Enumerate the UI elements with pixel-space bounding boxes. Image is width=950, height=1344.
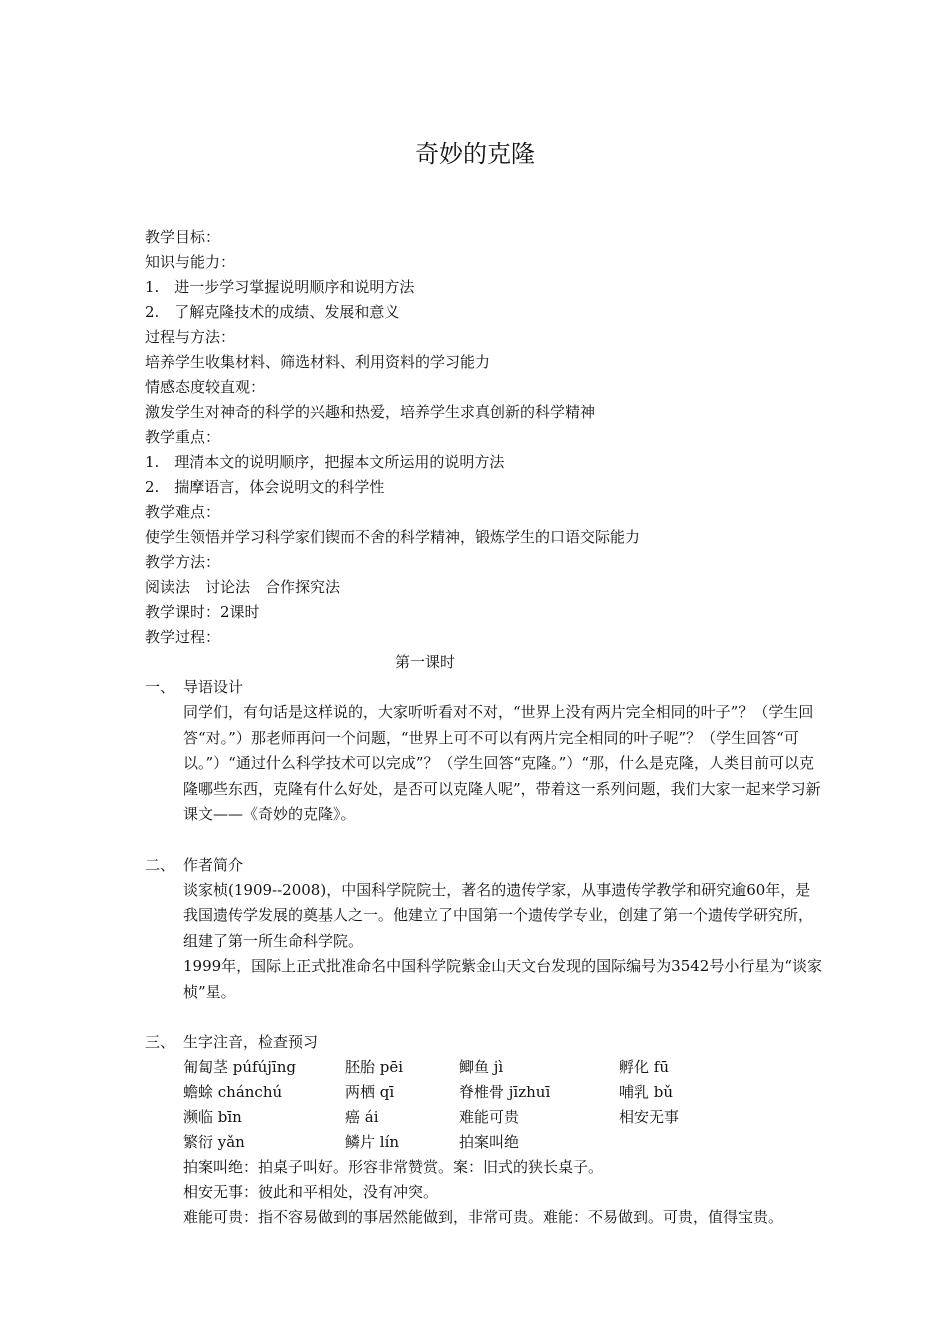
section-1-text: 同学们，有句话是这样说的，大家听听看对不对，“世界上没有两片完全相同的叶子”？（学生回答“对。”）那老师再问一个问题，“世界上可不可以有两片完全相同的叶子呢”？（学生回答“可以。”）“通过什么科学技术可以完成”？（学生回答“克隆。”）“那，什么是克隆，人类目前可以克隆哪些东西，克隆有什么好处，是否可以克隆人呢”，带着这一系列问题，我们大家一起来学习新课文——《奇妙的克隆》。 bbox=[183, 703, 821, 823]
process-text: 培养学生收集材料、筛选材料、利用资料的学习能力 bbox=[145, 353, 491, 371]
vocab-item: 脊椎骨 jīzhuī bbox=[459, 1083, 551, 1101]
document-title: 奇妙的克隆 bbox=[415, 140, 535, 168]
vocab-item: 蟾蜍 chánchú bbox=[183, 1083, 283, 1101]
vocab-item: 鳞片 lín bbox=[345, 1133, 400, 1151]
attitude-heading: 情感态度较直观： bbox=[145, 378, 266, 396]
vocab-row bbox=[145, 1105, 825, 1130]
vocab-item: 胚胎 pēi bbox=[345, 1058, 404, 1076]
process-steps-heading: 教学过程： bbox=[145, 628, 221, 646]
lesson-heading: 第一课时 bbox=[394, 653, 455, 671]
knowledge-item-2: 2. 了解克隆技术的成绩、发展和意义 bbox=[145, 303, 400, 321]
vocab-row bbox=[145, 1080, 825, 1105]
process-heading: 过程与方法： bbox=[145, 328, 236, 346]
vocab-item: 匍匐茎 púfújīng bbox=[183, 1058, 296, 1076]
key-points-heading: 教学重点： bbox=[145, 428, 221, 446]
vocab-row bbox=[145, 1055, 825, 1080]
vocab-item: 癌 ái bbox=[345, 1108, 379, 1126]
difficulty-text: 使学生领悟并学习科学家们锲而不舍的科学精神，锻炼学生的口语交际能力 bbox=[145, 528, 641, 546]
section-2-text-1: 谈家桢(1909--2008)，中国科学院院士，著名的遗传学家，从事遗传学教学和研究逾60年，是我国遗传学发展的奠基人之一。他建立了中国第一个遗传学专业，创建了第一个遗传学研究所，组建了第一所生命科学院。 bbox=[183, 880, 814, 950]
attitude-text: 激发学生对神奇的科学的兴趣和热爱，培养学生求真创新的科学精神 bbox=[145, 403, 596, 421]
section-2-heading bbox=[145, 853, 825, 878]
knowledge-item-1: 1. 进一步学习掌握说明顺序和说明方法 bbox=[145, 278, 415, 296]
vocab-item: 繁衍 yǎn bbox=[183, 1133, 245, 1151]
section-number: 三、 bbox=[145, 1033, 176, 1051]
vocab-item: 两栖 qī bbox=[345, 1083, 395, 1101]
methods-heading: 教学方法： bbox=[145, 553, 221, 571]
section-title: 导语设计 bbox=[183, 678, 244, 696]
section-title: 作者简介 bbox=[183, 855, 244, 874]
key-point-1: 1. 理清本文的说明顺序，把握本文所运用的说明方法 bbox=[145, 453, 505, 471]
vocab-item: 哺乳 bǔ bbox=[619, 1083, 674, 1101]
section-2-text-2: 1999年，国际上正式批准命名中国科学院紫金山天文台发现的国际编号为3542号小行星为“谈家桢”星。 bbox=[183, 957, 823, 1001]
definition-3: 难能可贵：指不容易做到的事居然能做到，非常可贵。难能：不易做到。可贵，值得宝贵。 bbox=[183, 1208, 784, 1226]
vocab-item: 鲫鱼 jì bbox=[459, 1058, 504, 1076]
knowledge-heading: 知识与能力： bbox=[145, 253, 236, 271]
key-point-2: 2. 揣摩语言，体会说明文的科学性 bbox=[145, 478, 385, 496]
section-number: 二、 bbox=[145, 855, 176, 874]
definition-1: 拍案叫绝：拍桌子叫好。形容非常赞赏。案：旧式的狭长桌子。 bbox=[183, 1158, 604, 1176]
definition-2: 相安无事：彼此和平相处，没有冲突。 bbox=[183, 1183, 439, 1201]
vocab-item: 孵化 fū bbox=[619, 1058, 669, 1076]
section-title: 生字注音，检查预习 bbox=[183, 1033, 319, 1051]
methods-text: 阅读法 讨论法 合作探究法 bbox=[145, 578, 341, 596]
class-hours: 教学课时：2课时 bbox=[145, 603, 260, 621]
vocab-item: 濒临 bīn bbox=[183, 1108, 242, 1126]
vocab-item bbox=[619, 1130, 739, 1155]
section-1-heading bbox=[145, 675, 825, 700]
section-number: 一、 bbox=[145, 678, 176, 696]
section-3-heading bbox=[145, 1030, 825, 1055]
objectives-heading: 教学目标： bbox=[145, 228, 221, 246]
vocab-item: 拍案叫绝 bbox=[459, 1133, 520, 1151]
vocab-item: 难能可贵 bbox=[459, 1108, 520, 1126]
vocab-row bbox=[145, 1130, 825, 1155]
difficulty-heading: 教学难点： bbox=[145, 503, 221, 521]
document-body bbox=[145, 225, 825, 1231]
vocab-item: 相安无事 bbox=[619, 1108, 680, 1126]
